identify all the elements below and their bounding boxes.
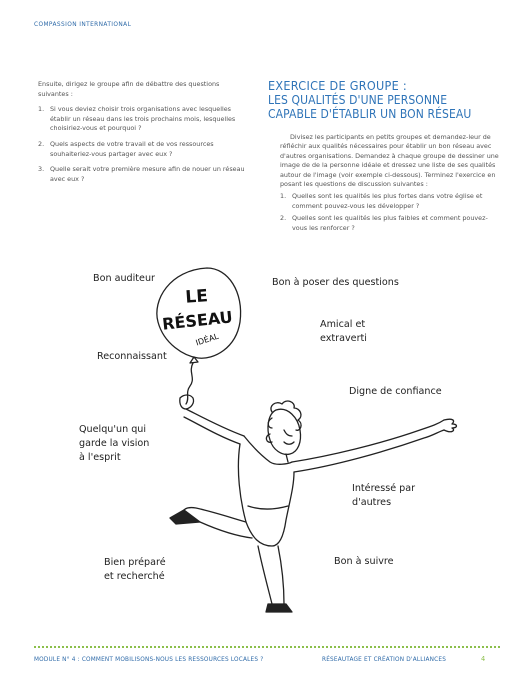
quality-label: garde la vision	[79, 438, 150, 449]
quality-label: Bien préparé	[104, 557, 166, 568]
exercise-title-line1: EXERCICE DE GROUPE :	[268, 78, 407, 93]
item-text: Quelles sont les qualités les plus fortes dans votre église et comment pouvez-vous les développer ?	[292, 192, 483, 210]
right-hand	[444, 419, 457, 431]
quality-label: Intéressé par	[352, 483, 416, 494]
page-number: 4	[481, 655, 486, 663]
quality-label: et recherché	[104, 571, 165, 582]
item-text: Si vous deviez choisir trois organisations avec lesquelles établir un réseau dans les trois prochains mois, lesquelles choisiriez-vous et pourquoi ?	[50, 105, 236, 133]
exercise-instructions: Divisez les participants en petits groupes et demandez-leur de réfléchir aux qualités nécessaires pour établir un bon réseau avec d'autres organisations. Demandez à chaque groupe de dessiner une image de de la personne idéale et dressez une liste de ses qualités autour de l'image (voir exemple ci-dessous). Terminez l'exercice en posant les questions de discussion suivantes :	[280, 133, 499, 189]
item-number: 1.	[280, 192, 287, 201]
balloon-title-1: LE	[184, 286, 209, 308]
exercise-title-line3: CAPABLE D'ÉTABLIR UN BON RÉSEAU	[268, 107, 472, 121]
face	[284, 430, 294, 444]
item-text: Quelle serait votre première mesure afin de nouer un réseau avec eux ?	[50, 165, 245, 183]
item-number: 2.	[38, 139, 45, 148]
quality-label: Quelqu'un qui	[79, 424, 147, 435]
standing-foot	[266, 604, 292, 612]
balloon-title-3: IDÉAL	[194, 331, 220, 348]
quality-label: d'autres	[352, 497, 392, 508]
quality-label: à l'esprit	[79, 452, 121, 463]
item-number: 3.	[38, 165, 45, 174]
item-text: Quels aspects de votre travail et de vos ressources souhaiteriez-vous partager avec eux ?	[50, 139, 214, 158]
quality-label: Amical et	[320, 319, 366, 330]
quality-label: Bon à poser des questions	[272, 277, 399, 288]
item-number: 2.	[280, 214, 287, 223]
standing-leg	[258, 546, 284, 604]
balloon-string	[186, 363, 193, 404]
raised-foot	[170, 510, 200, 524]
quality-label: extraverti	[320, 333, 367, 344]
quality-label: Bon à suivre	[334, 556, 394, 567]
hair	[266, 401, 301, 442]
quality-label: Digne de confiance	[349, 386, 442, 397]
intro-lead: Ensuite, dirigez le groupe afin de débattre des questions suivantes :	[38, 80, 220, 98]
footer-module-title: MODULE N° 4 : COMMENT MOBILISONS-NOUS LES RESSOURCES LOCALES ?	[34, 655, 264, 663]
exercise-title-line2: LES QUALITÉS D'UNE PERSONNE	[268, 93, 448, 107]
footer-section-title: RÉSEAUTAGE ET CRÉATION D'ALLIANCES	[322, 655, 447, 663]
torso	[238, 436, 294, 546]
head	[268, 409, 301, 454]
item-text: Quelles sont les qualités les plus faibles et comment pouvez-vous les renforcer ?	[292, 214, 488, 232]
quality-label: Reconnaissant	[97, 351, 167, 362]
balloon-title-2: RÉSEAU	[161, 307, 234, 334]
brand-header: COMPASSION INTERNATIONAL	[34, 20, 132, 28]
item-number: 1.	[38, 105, 45, 114]
quality-label: Bon auditeur	[93, 273, 155, 284]
footer-divider	[34, 646, 500, 648]
